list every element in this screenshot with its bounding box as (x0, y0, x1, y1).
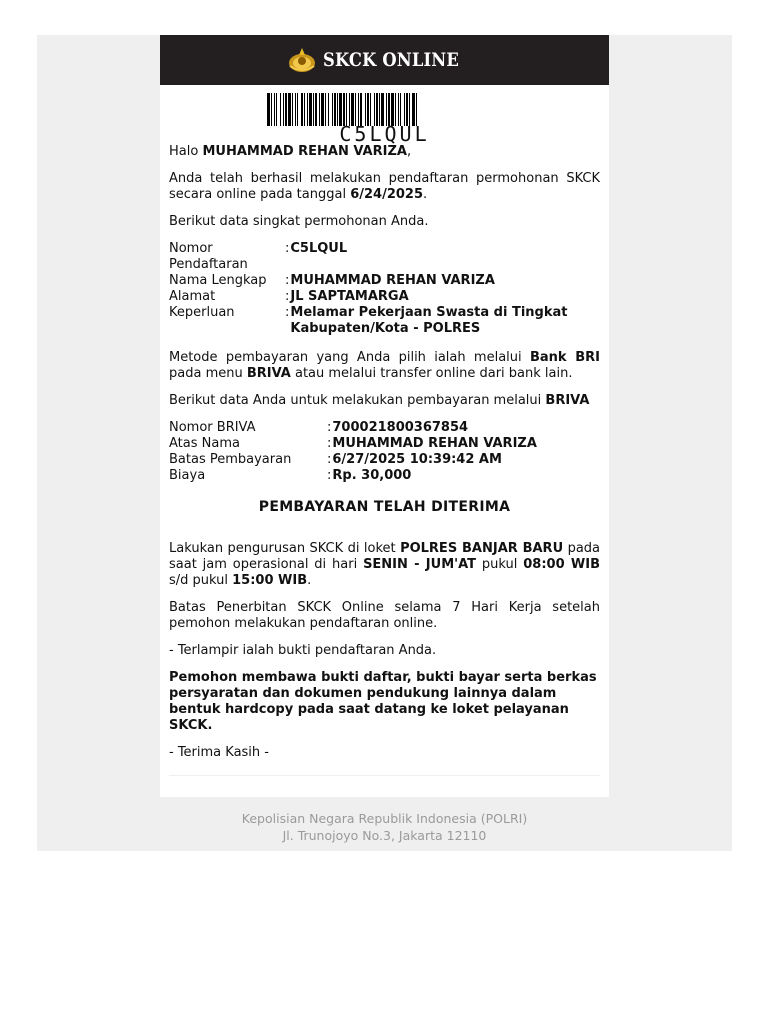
payment-method-text: Metode pembayaran yang Anda pilih ialah melalui (169, 350, 530, 365)
row-value (332, 420, 537, 436)
barcode-bar (315, 93, 317, 126)
start-time: 08:00 WIB (523, 557, 600, 572)
barcode-bar (325, 93, 326, 126)
barcode-bar (271, 93, 272, 126)
payment-menu: BRIVA (246, 366, 291, 381)
email-body (160, 144, 609, 776)
row-value (332, 468, 537, 484)
payment-status: PEMBAYARAN TELAH DITERIMA (258, 499, 511, 515)
greeting-name: MUHAMMAD REHAN VARIZA (202, 144, 407, 159)
registration-date: 6/24/2025 (350, 187, 424, 202)
footer-address: Jl. Trunojoyo No.3, Jakarta 12110 (282, 828, 487, 843)
summary-intro: Berikut data singkat permohonan Anda. (169, 214, 429, 229)
barcode-bar (280, 93, 281, 126)
barcode-bar (297, 93, 298, 126)
payment-method-text: pada menu (169, 366, 247, 381)
briva-intro-text: Berikut data Anda untuk melakukan pembayaran melalui (169, 393, 546, 408)
intro-text: Anda telah berhasil melakukan pendaftaran permohonan SKCK secara online pada tanggal (169, 171, 600, 202)
barcode-bar (332, 93, 333, 126)
barcode-bar (307, 93, 308, 126)
row-label: Atas Nama (169, 436, 240, 451)
full-name: MUHAMMAD REHAN VARIZA (290, 273, 495, 288)
briva-number: 700021800367854 (332, 420, 469, 435)
payment-table (169, 420, 537, 484)
row-label: Batas Pembayaran (169, 452, 292, 467)
row-label: Nomor BRIVA (169, 420, 256, 435)
instructions-text: pada saat jam operasional di hari (169, 541, 601, 572)
police-emblem-icon (287, 46, 317, 74)
fee: Rp. 30,000 (332, 468, 412, 483)
barcode-code: C5LQUL (339, 122, 430, 146)
divider (169, 775, 600, 776)
briva-intro-bold: BRIVA (545, 393, 590, 408)
payment-deadline: 6/27/2025 10:39:42 AM (332, 452, 502, 467)
greeting-prefix: Halo (169, 144, 203, 159)
barcode-bar (285, 93, 287, 126)
office-name: POLRES BANJAR BARU (400, 541, 564, 556)
barcode-bar (319, 93, 320, 126)
table-row (169, 289, 570, 305)
barcode-bar (337, 93, 338, 126)
table-row (169, 452, 537, 468)
barcode-bar (295, 93, 296, 126)
payment-bank: Bank BRI (529, 350, 600, 365)
payment-method-paragraph (169, 350, 600, 382)
row-label: Keperluan (169, 305, 235, 320)
header-banner (160, 35, 609, 85)
registration-table (169, 241, 570, 337)
row-value (290, 241, 570, 273)
attachment-note: - Terlampir ialah bukti pendaftaran Anda. (169, 643, 437, 658)
barcode-bar (309, 93, 312, 126)
table-row (169, 273, 570, 289)
row-separator: : (285, 289, 290, 304)
intro-end: . (423, 187, 428, 202)
row-separator: : (327, 420, 332, 435)
row-label: Nama Lengkap (169, 273, 267, 288)
end-time: 15:00 WIB (232, 573, 308, 588)
barcode-bar (304, 93, 305, 126)
email-background (37, 35, 732, 851)
barcode (160, 85, 609, 144)
email-card (160, 35, 609, 797)
barcode-bar (276, 93, 277, 126)
row-value (290, 273, 570, 289)
barcode-bar (267, 93, 270, 126)
greeting-suffix: , (406, 144, 412, 159)
table-row (169, 436, 537, 452)
deadline-note: Batas Penerbitan SKCK Online selama 7 Hari Kerja setelah pemohon melakukan pendaftaran online. (169, 600, 600, 631)
table-row (169, 420, 537, 436)
barcode-bar (292, 93, 293, 126)
table-row (169, 305, 570, 337)
greeting (169, 144, 600, 160)
registration-number: C5LQUL (290, 241, 348, 256)
instructions-text: pukul (476, 557, 524, 572)
row-separator: : (327, 452, 332, 467)
operating-days: SENIN - JUM'AT (363, 557, 477, 572)
intro-paragraph (169, 171, 600, 203)
barcode-bar (283, 93, 284, 126)
instructions-text: Lakukan pengurusan SKCK di loket (169, 541, 401, 556)
barcode-bar (334, 93, 336, 126)
row-separator: : (285, 305, 290, 320)
row-separator: : (327, 436, 332, 451)
barcode-bar (288, 93, 291, 126)
row-value (290, 305, 570, 337)
row-label: Biaya (169, 468, 206, 483)
barcode-bar (301, 93, 303, 126)
barcode-bar (274, 93, 275, 126)
purpose: Melamar Pekerjaan Swasta di Tingkat Kabupaten/Kota - POLRES (290, 305, 568, 336)
barcode-bar (328, 93, 329, 126)
barcode-bar (321, 93, 324, 126)
account-name: MUHAMMAD REHAN VARIZA (332, 436, 537, 451)
address: JL SAPTAMARGA (290, 289, 409, 304)
table-row (169, 241, 570, 273)
row-value (332, 436, 537, 452)
instructions-text: . (307, 573, 312, 588)
brand-title: SKCK ONLINE (323, 49, 460, 71)
table-row (169, 468, 537, 484)
payment-method-text: atau melalui transfer online dari bank lain. (290, 366, 573, 381)
footer (37, 810, 732, 844)
instructions-text: s/d pukul (169, 573, 233, 588)
bring-note (169, 670, 600, 734)
row-value (290, 289, 570, 305)
row-label: Alamat (169, 289, 216, 304)
row-value (332, 452, 537, 468)
closing: - Terima Kasih - (169, 745, 269, 760)
briva-intro (169, 393, 600, 409)
row-separator: : (327, 468, 332, 483)
row-separator: : (285, 241, 290, 256)
row-separator: : (285, 273, 290, 288)
instructions-paragraph (169, 541, 600, 589)
bring-note-text: Pemohon membawa bukti daftar, bukti bayar serta berkas persyaratan dan dokumen pendukung lainnya dalam bentuk hardcopy pada saat datang ke loket pelayanan SKCK. (169, 670, 597, 733)
barcode-bar (313, 93, 314, 126)
footer-org: Kepolisian Negara Republik Indonesia (POLRI) (241, 811, 528, 826)
row-label: Nomor Pendaftaran (169, 241, 248, 272)
